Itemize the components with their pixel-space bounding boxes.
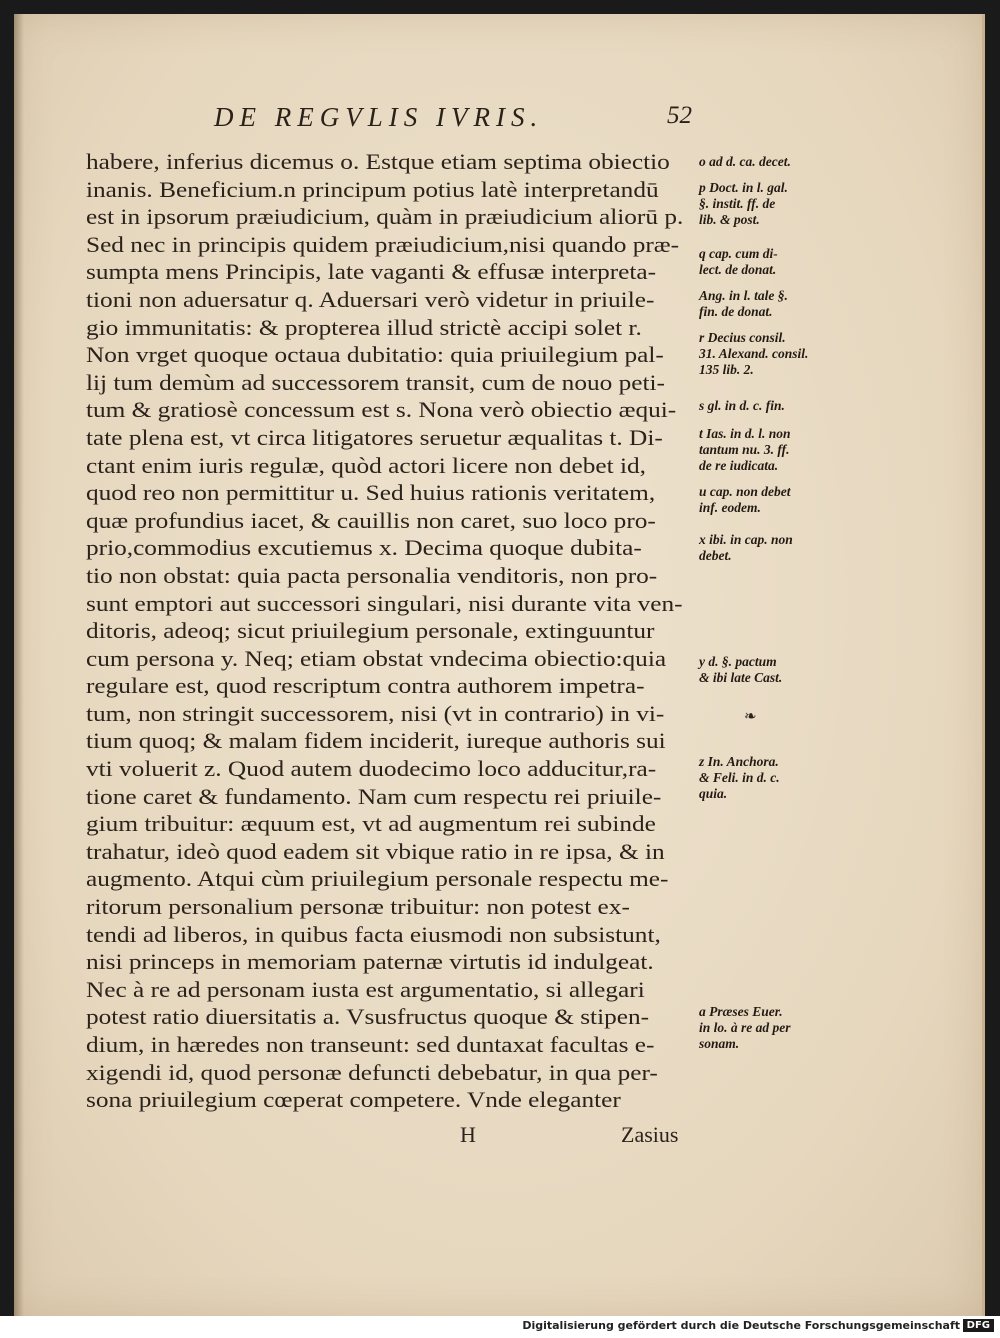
text-line — [86, 1031, 706, 1059]
text-line-content: tendi ad liberos, in quibus facta eiusmodi non subsistunt, — [86, 921, 661, 947]
text-line — [86, 452, 706, 480]
signature-mark: H — [460, 1122, 476, 1147]
marginal-note-line: de re iudicata. — [699, 458, 779, 473]
text-line-content: tione caret & fundamento. Nam cum respectu rei priuile- — [86, 783, 662, 809]
marginal-note-line: q cap. cum di- — [699, 246, 778, 261]
text-line — [86, 562, 706, 590]
text-line-content: tium quoq; & malam fidem inciderit, iureque authoris sui — [86, 728, 666, 754]
text-line — [86, 590, 706, 618]
text-line — [86, 783, 706, 811]
text-line — [86, 810, 706, 838]
text-line-content: sumpta mens Principis, late vaganti & effusæ interpreta- — [86, 259, 657, 285]
text-line-content: ritorum personalium personæ tribuitur: non potest ex- — [86, 894, 630, 920]
text-line — [86, 507, 706, 535]
text-line-content: prio,commodius excutiemus x. Decima quoque dubita- — [86, 535, 642, 561]
text-line — [86, 286, 706, 314]
text-line-content: Sed nec in principis quidem præiudicium,nisi quando præ- — [86, 231, 680, 257]
text-line-content: sunt emptori aut successori singulari, nisi durante vita ven- — [86, 590, 683, 616]
text-line-content: tioni non aduersatur q. Aduersari verò videtur in priuile- — [86, 286, 655, 312]
text-line — [86, 231, 706, 259]
marginal-note-line: Ang. in l. tale §. — [699, 288, 788, 303]
marginal-note-line: r Decius consil. — [699, 330, 786, 345]
text-line — [86, 976, 706, 1004]
text-line — [86, 176, 706, 204]
marginal-note-line: o ad d. ca. decet. — [699, 154, 791, 169]
marginal-note — [699, 1004, 849, 1052]
text-line-content: tate plena est, vt circa litigatores seruetur æqualitas t. Di- — [86, 424, 663, 450]
main-text-block — [86, 148, 706, 1114]
running-head: DE REGVLIS IVRIS. — [214, 102, 544, 132]
text-line-content: cum persona y. Neq; etiam obstat vndecima obiectio:quia — [86, 645, 667, 671]
marginal-note-line: §. instit. ff. de — [699, 196, 776, 211]
dfg-logo: DFG — [963, 1319, 994, 1332]
marginal-note-line: lib. & post. — [699, 212, 760, 227]
text-line-content: vti voluerit z. Quod autem duodecimo loco adducitur,ra- — [86, 756, 657, 782]
marginal-note-line: z In. Anchora. — [699, 754, 779, 769]
marginal-note-line: sonam. — [699, 1036, 740, 1051]
text-line-content: inanis. Beneficium.n principum potius latè interpretandū — [86, 176, 659, 202]
text-line — [86, 1086, 706, 1114]
text-line — [86, 645, 706, 673]
text-line-content: xigendi id, quod personæ defuncti debebatur, in qua per- — [86, 1059, 658, 1085]
text-line — [86, 148, 706, 176]
marginal-note — [699, 288, 849, 320]
text-line-content: Nec à re ad personam iusta est argumentatio, si allegari — [86, 976, 645, 1002]
marginal-note-line: fin. de donat. — [699, 304, 773, 319]
marginal-note-line: lect. de donat. — [699, 262, 777, 277]
text-line-content: habere, inferius dicemus o. Estque etiam septima obiectio — [86, 149, 670, 174]
text-line — [86, 534, 706, 562]
text-line — [86, 1003, 706, 1031]
text-line-content: lij tum demùm ad successorem transit, cum de nouo peti- — [86, 369, 665, 395]
text-line-content: est in ipsorum præiudicium, quàm in præiudicium aliorū p. — [86, 204, 684, 230]
marginal-note-line: tantum nu. 3. ff. — [699, 442, 790, 457]
marginal-note-line: a Præses Euer. — [699, 1004, 783, 1019]
marginal-note — [699, 484, 849, 516]
marginal-note — [699, 654, 849, 686]
marginal-notes — [699, 154, 859, 1104]
marginal-note-line: debet. — [699, 548, 732, 563]
text-line — [86, 755, 706, 783]
text-line — [86, 672, 706, 700]
text-line-content: augmento. Atqui cùm priuilegium personale respectu me- — [86, 866, 669, 892]
text-line — [86, 424, 706, 452]
marginal-note-line: 31. Alexand. consil. — [699, 346, 809, 361]
text-line-content: Non vrget quoque octaua dubitatio: quia priuilegium pal- — [86, 342, 664, 368]
marginal-note-line: & Feli. in d. c. — [699, 770, 780, 785]
text-line — [86, 369, 706, 397]
marginal-note-line: t Ias. in d. l. non — [699, 426, 791, 441]
catchword: Zasius — [621, 1122, 679, 1147]
text-line — [86, 893, 706, 921]
text-line-content: trahatur, ideò quod eadem sit vbique ratio in re ipsa, & in — [86, 838, 665, 864]
page-gutter-shadow — [14, 14, 24, 1316]
text-line — [86, 314, 706, 342]
marginal-note-line: quia. — [699, 786, 728, 801]
marginal-note-line: y d. §. pactum — [699, 654, 777, 669]
text-line — [86, 700, 706, 728]
text-line — [86, 617, 706, 645]
text-line-content: gium tribuitur: æquum est, vt ad augmentum rei subinde — [86, 811, 656, 837]
text-line — [86, 341, 706, 369]
text-line — [86, 203, 706, 231]
text-line — [86, 921, 706, 949]
text-line-content: tum, non stringit successorem, nisi (vt in contrario) in vi- — [86, 700, 665, 726]
marginal-note-line: in lo. à re ad per — [699, 1020, 791, 1035]
marginal-note-line: inf. eodem. — [699, 500, 761, 515]
book-page — [14, 14, 985, 1316]
folio-number: 52 — [667, 102, 692, 129]
text-line-content: regulare est, quod rescriptum contra authorem impetra- — [86, 673, 645, 699]
marginal-note — [699, 426, 849, 474]
text-line-content: quæ profundius iacet, & cauillis non caret, suo loco pro- — [86, 507, 656, 533]
marginal-note — [699, 398, 849, 414]
text-line — [86, 838, 706, 866]
marginal-note — [699, 754, 849, 802]
digitization-footer — [0, 1316, 1000, 1338]
fleuron-ornament: ❧ — [744, 709, 757, 725]
text-line-content: tum & gratiosè concessum est s. Nona verò obiectio æqui- — [86, 397, 677, 423]
text-line-content: quod reo non permittitur u. Sed huius rationis veritatem, — [86, 480, 656, 506]
text-line — [86, 479, 706, 507]
marginal-note-line: x ibi. in cap. non — [699, 532, 793, 547]
text-line-content: gio immunitatis: & propterea illud strictè accipi solet r. — [86, 314, 642, 340]
text-line-content: sona priuilegium cœperat competere. Vnde eleganter — [86, 1087, 621, 1113]
marginal-note — [699, 246, 849, 278]
marginal-note — [699, 180, 849, 228]
marginal-note — [699, 330, 849, 378]
marginal-note-line: & ibi late Cast. — [699, 670, 783, 685]
text-line-content: potest ratio diuersitatis a. Vsusfructus quoque & stipen- — [86, 1004, 650, 1030]
text-line — [86, 258, 706, 286]
text-line — [86, 1059, 706, 1087]
marginal-note-line: p Doct. in l. gal. — [699, 180, 788, 195]
text-line-content: dium, in hæredes non transeunt: sed duntaxat facultas e- — [86, 1032, 655, 1057]
marginal-note-line: 135 lib. 2. — [699, 362, 754, 377]
text-line — [86, 727, 706, 755]
text-line — [86, 948, 706, 976]
text-line-content: ditoris, adeoq; sicut priuilegium personale, extinguuntur — [86, 618, 655, 644]
funding-credit: Digitalisierung gefördert durch die Deutsche Forschungsgemeinschaft — [522, 1319, 960, 1332]
marginal-note — [699, 154, 849, 170]
text-line — [86, 396, 706, 424]
text-line-content: tio non obstat: quia pacta personalia venditoris, non pro- — [86, 562, 658, 588]
marginal-note-line: u cap. non debet — [699, 484, 791, 499]
text-line-content: nisi princeps in memoriam paternæ virtutis id indulgeat. — [86, 949, 654, 975]
text-line — [86, 865, 706, 893]
marginal-note-line: s gl. in d. c. fin. — [699, 398, 785, 413]
marginal-note — [699, 532, 849, 564]
text-line-content: ctant enim iuris regulæ, quòd actori licere non debet id, — [86, 452, 646, 478]
